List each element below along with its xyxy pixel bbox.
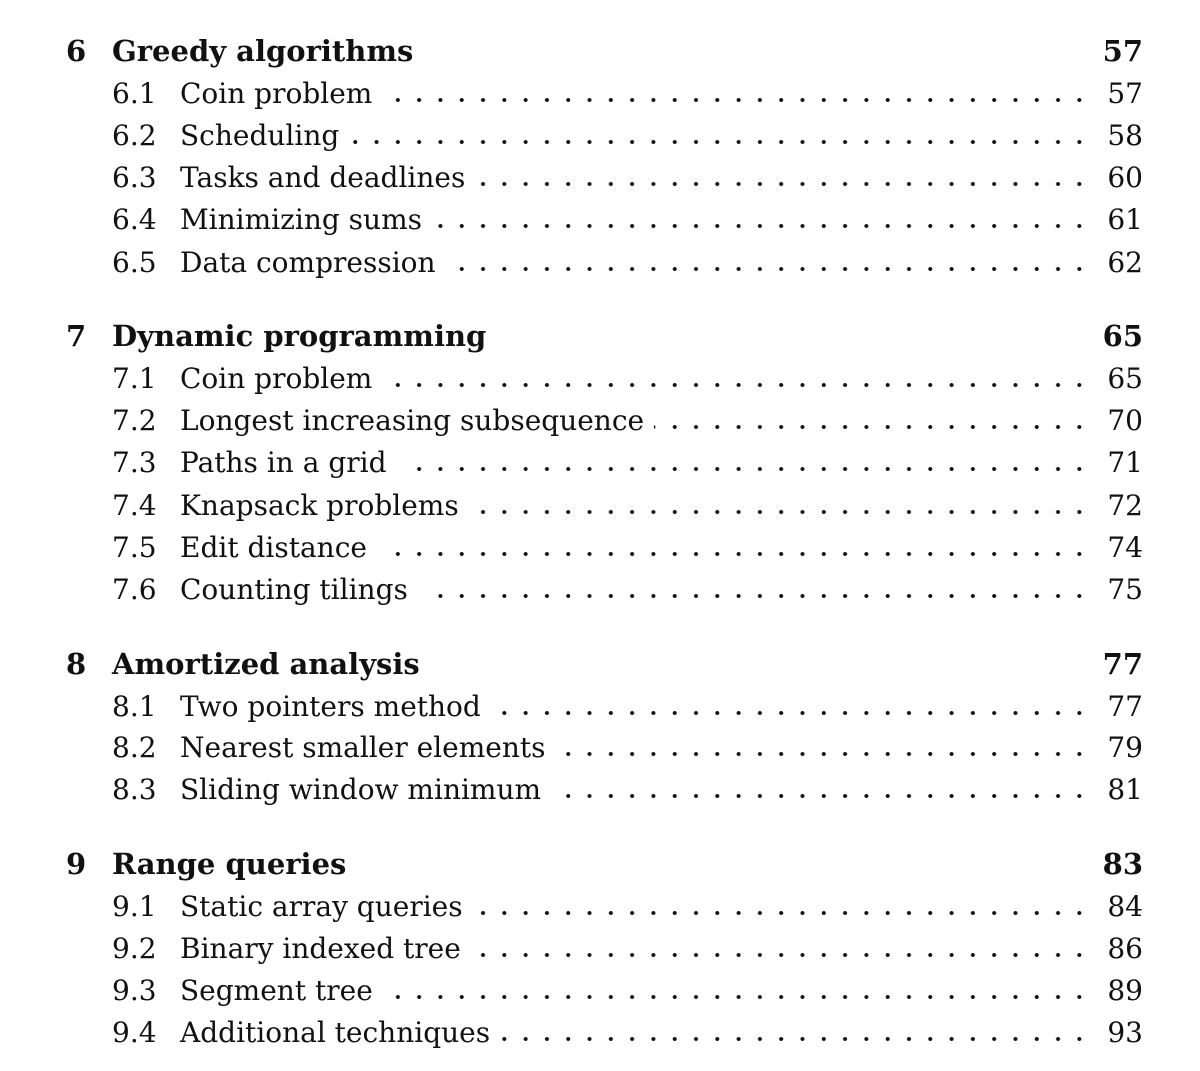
section-page-number: 93 xyxy=(1107,1016,1143,1049)
section-page-number: 60 xyxy=(1107,161,1143,194)
section-page-number: 65 xyxy=(1107,362,1143,395)
chapter-number: 6 xyxy=(66,34,87,68)
section-number: 7.4 xyxy=(112,489,157,522)
dot-leader xyxy=(469,508,1090,516)
section-number: 9.1 xyxy=(112,890,157,923)
toc-section[interactable] xyxy=(0,927,1200,971)
section-title: Coin problem xyxy=(180,77,373,110)
dot-leader xyxy=(475,180,1090,188)
section-number: 6.1 xyxy=(112,77,157,110)
section-title: Edit distance xyxy=(180,531,367,564)
section-page-number: 72 xyxy=(1107,489,1143,522)
chapter-title: Dynamic programming xyxy=(112,319,487,353)
section-page-number: 79 xyxy=(1107,731,1143,764)
toc-section[interactable] xyxy=(0,441,1200,485)
dot-leader xyxy=(491,709,1090,717)
section-number: 7.6 xyxy=(112,573,157,606)
toc-section[interactable] xyxy=(0,969,1200,1013)
chapter-number: 7 xyxy=(66,319,87,353)
section-number: 7.5 xyxy=(112,531,157,564)
chapter-title: Greedy algorithms xyxy=(112,34,414,68)
toc-chapter-7[interactable] xyxy=(0,314,1200,358)
section-title: Segment tree xyxy=(180,974,373,1007)
section-title: Knapsack problems xyxy=(180,489,459,522)
section-number: 9.3 xyxy=(112,974,157,1007)
section-title: Nearest smaller elements xyxy=(180,731,546,764)
toc-section[interactable] xyxy=(0,399,1200,443)
section-number: 8.3 xyxy=(112,773,157,806)
toc-section[interactable] xyxy=(0,114,1200,158)
dot-leader xyxy=(425,592,1090,600)
section-number: 6.2 xyxy=(112,119,157,152)
section-page-number: 89 xyxy=(1107,974,1143,1007)
section-title: Tasks and deadlines xyxy=(180,161,466,194)
section-number: 6.4 xyxy=(112,203,157,236)
dot-leader xyxy=(406,465,1090,473)
section-number: 9.4 xyxy=(112,1016,157,1049)
section-number: 6.3 xyxy=(112,161,157,194)
section-page-number: 71 xyxy=(1107,446,1143,479)
toc-section[interactable] xyxy=(0,156,1200,200)
chapter-page-number: 77 xyxy=(1102,647,1143,681)
section-title: Binary indexed tree xyxy=(180,932,461,965)
toc-section[interactable] xyxy=(0,241,1200,285)
section-page-number: 62 xyxy=(1107,246,1143,279)
section-title: Longest increasing subsequence xyxy=(180,404,645,437)
toc-section[interactable] xyxy=(0,768,1200,812)
dot-leader xyxy=(473,909,1090,917)
section-number: 7.1 xyxy=(112,362,157,395)
toc-section[interactable] xyxy=(0,568,1200,612)
dot-leader xyxy=(349,138,1090,146)
section-title: Minimizing sums xyxy=(180,203,423,236)
section-number: 8.1 xyxy=(112,690,157,723)
dot-leader xyxy=(385,550,1090,558)
toc-section[interactable] xyxy=(0,1011,1200,1055)
dot-leader xyxy=(500,1035,1090,1043)
section-title: Sliding window minimum xyxy=(180,773,542,806)
toc-section[interactable] xyxy=(0,885,1200,929)
dot-leader xyxy=(446,265,1090,273)
section-page-number: 75 xyxy=(1107,573,1143,606)
chapter-title: Amortized analysis xyxy=(112,647,420,681)
dot-leader xyxy=(385,993,1090,1001)
toc-section[interactable] xyxy=(0,357,1200,401)
section-title: Scheduling xyxy=(180,119,340,152)
toc-section[interactable] xyxy=(0,198,1200,242)
toc-section[interactable] xyxy=(0,72,1200,116)
toc-section[interactable] xyxy=(0,484,1200,528)
section-title: Two pointers method xyxy=(180,690,481,723)
section-page-number: 70 xyxy=(1107,404,1143,437)
section-page-number: 74 xyxy=(1107,531,1143,564)
section-page-number: 57 xyxy=(1107,77,1143,110)
dot-leader xyxy=(385,381,1090,389)
toc-section[interactable] xyxy=(0,685,1200,729)
toc-chapter-8[interactable] xyxy=(0,642,1200,686)
chapter-page-number: 57 xyxy=(1102,34,1143,68)
section-number: 6.5 xyxy=(112,246,157,279)
toc-chapter-9[interactable] xyxy=(0,842,1200,886)
section-number: 9.2 xyxy=(112,932,157,965)
chapter-number: 9 xyxy=(66,847,87,881)
section-page-number: 61 xyxy=(1107,203,1143,236)
toc-section[interactable] xyxy=(0,526,1200,570)
dot-leader xyxy=(556,750,1090,758)
section-page-number: 81 xyxy=(1107,773,1143,806)
toc-section[interactable] xyxy=(0,726,1200,770)
toc-chapter-6[interactable] xyxy=(0,29,1200,73)
dot-leader xyxy=(432,222,1090,230)
section-page-number: 77 xyxy=(1107,690,1143,723)
section-title: Static array queries xyxy=(180,890,463,923)
section-title: Counting tilings xyxy=(180,573,408,606)
section-number: 8.2 xyxy=(112,731,157,764)
section-title: Coin problem xyxy=(180,362,373,395)
chapter-number: 8 xyxy=(66,647,87,681)
section-title: Additional techniques xyxy=(180,1016,491,1049)
section-number: 7.3 xyxy=(112,446,157,479)
section-page-number: 58 xyxy=(1107,119,1143,152)
chapter-page-number: 65 xyxy=(1102,319,1143,353)
section-page-number: 84 xyxy=(1107,890,1143,923)
section-title: Data compression xyxy=(180,246,436,279)
dot-leader xyxy=(385,96,1090,104)
section-page-number: 86 xyxy=(1107,932,1143,965)
chapter-page-number: 83 xyxy=(1102,847,1143,881)
section-number: 7.2 xyxy=(112,404,157,437)
chapter-title: Range queries xyxy=(112,847,347,881)
dot-leader xyxy=(654,423,1090,431)
dot-leader xyxy=(471,951,1090,959)
section-title: Paths in a grid xyxy=(180,446,387,479)
dot-leader xyxy=(551,792,1090,800)
